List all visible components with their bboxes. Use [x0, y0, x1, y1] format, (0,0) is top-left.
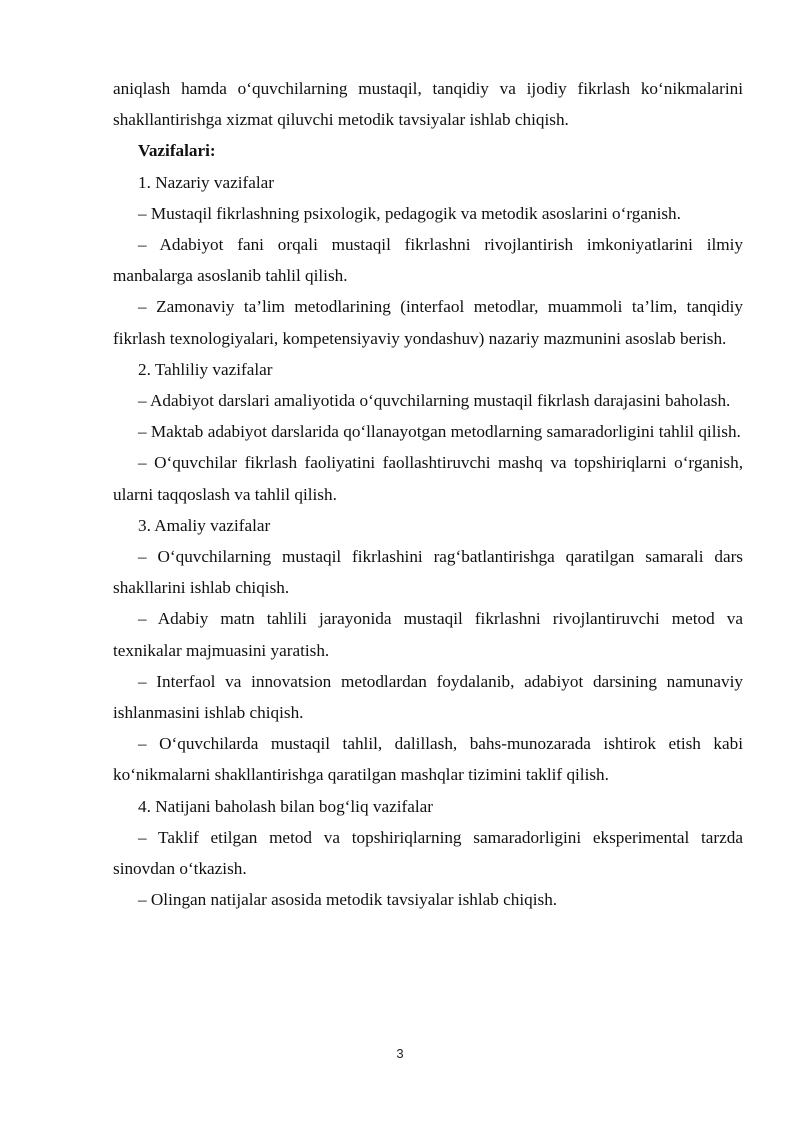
list-item: – Zamonaviy ta’lim metodlarining (interfaol metodlar, muammoli ta’lim, tanqidiy fikrlash texnologiyalari, kompetensiyaviy yondashuv) nazariy mazmunini asoslab berish.: [113, 297, 743, 348]
subheading-natijani-baholash: 4. Natijani baholash bilan bog‘liq vazifalar: [138, 796, 433, 816]
subheading-nazariy: 1. Nazariy vazifalar: [138, 172, 274, 192]
page-body: [113, 73, 743, 915]
page-number: 3: [396, 1046, 404, 1061]
list-item: – O‘quvchilarda mustaqil tahlil, dalillash, bahs-munozarada ishtirok etish kabi ko‘nikmalarni shakllantirishga qaratilgan mashqlar tizimini taklif qilish.: [113, 734, 743, 785]
subheading-amaliy: 3. Amaliy vazifalar: [138, 515, 271, 535]
paragraph-intro-continuation: aniqlash hamda o‘quvchilarning mustaqil, tanqidiy va ijodiy fikrlash ko‘nikmalarini shakllantirishga xizmat qiluvchi metodik tavsiyalar ishlab chiqish.: [113, 79, 743, 130]
list-item: – Maktab adabiyot darslarida qo‘llanayotgan metodlarning samaradorligini tahlil qilish.: [138, 422, 741, 442]
list-item: – O‘quvchilar fikrlash faoliyatini faollashtiruvchi mashq va topshiriqlarni o‘rganish, ularni taqqoslash va tahlil qilish.: [113, 453, 743, 504]
list-item: – Adabiy matn tahlili jarayonida mustaqil fikrlashni rivojlantiruvchi metod va texnikalar majmuasini yaratish.: [113, 609, 743, 660]
list-item: – O‘quvchilarning mustaqil fikrlashini rag‘batlantirishga qaratilgan samarali dars shakllarini ishlab chiqish.: [113, 547, 743, 598]
list-item: – Mustaqil fikrlashning psixologik, pedagogik va metodik asoslarini o‘rganish.: [138, 203, 681, 223]
list-item: – Taklif etilgan metod va topshiriqlarning samaradorligini eksperimental tarzda sinovdan o‘tkazish.: [113, 827, 743, 879]
section-heading-vazifalari: Vazifalari:: [138, 141, 216, 161]
list-item: – Adabiyot darslari amaliyotida o‘quvchilarning mustaqil fikrlash darajasini baholash.: [138, 391, 731, 411]
subheading-tahliliy: 2. Tahliliy vazifalar: [138, 359, 273, 379]
list-item: – Olingan natijalar asosida metodik tavsiyalar ishlab chiqish.: [138, 890, 558, 910]
list-item: – Interfaol va innovatsion metodlardan foydalanib, adabiyot darsining namunaviy ishlanmasini ishlab chiqish.: [113, 671, 743, 723]
list-item: – Adabiyot fani orqali mustaqil fikrlashni rivojlantirish imkoniyatlarini ilmiy manbalarga asoslanib tahlil qilish.: [113, 235, 743, 286]
